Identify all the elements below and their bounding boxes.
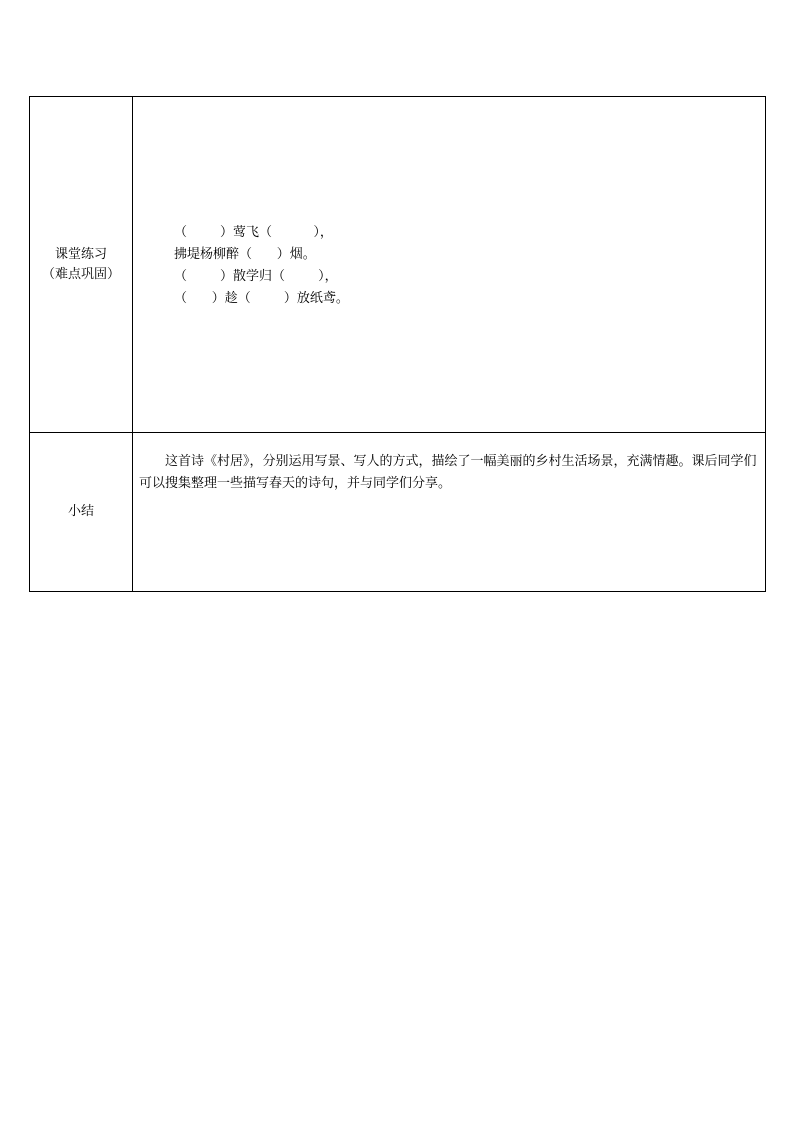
summary-row [30, 433, 766, 592]
practice-label-cell [30, 97, 133, 433]
practice-label: 课堂练习 [54, 246, 107, 262]
summary-label-cell [30, 433, 133, 592]
poem-line-1: （ ）莺飞（ ）， [174, 225, 333, 240]
summary-text: 这首诗《村居》，分别运用写景、写人的方式，描绘了一幅美丽的乡村生活场景，充满情趣。课后同学们可以搜集整理一些描写春天的诗句，并与同学们分享。 [139, 454, 757, 491]
fill-in-poem [174, 222, 349, 310]
practice-content [133, 97, 765, 432]
summary-content-cell [133, 433, 766, 592]
poem-line-3: （ ）散学归（ ）， [174, 269, 338, 284]
summary-label: 小结 [67, 504, 94, 519]
lesson-table [29, 96, 766, 592]
practice-sublabel: （难点巩固） [41, 266, 120, 282]
poem-line-4: （ ）趁（ ）放纸鸢。 [174, 291, 349, 306]
poem-line-2: 拂堤杨柳醉（ ）烟。 [174, 247, 316, 262]
summary-content [133, 433, 765, 495]
practice-content-cell [133, 97, 766, 433]
practice-row [30, 97, 766, 433]
